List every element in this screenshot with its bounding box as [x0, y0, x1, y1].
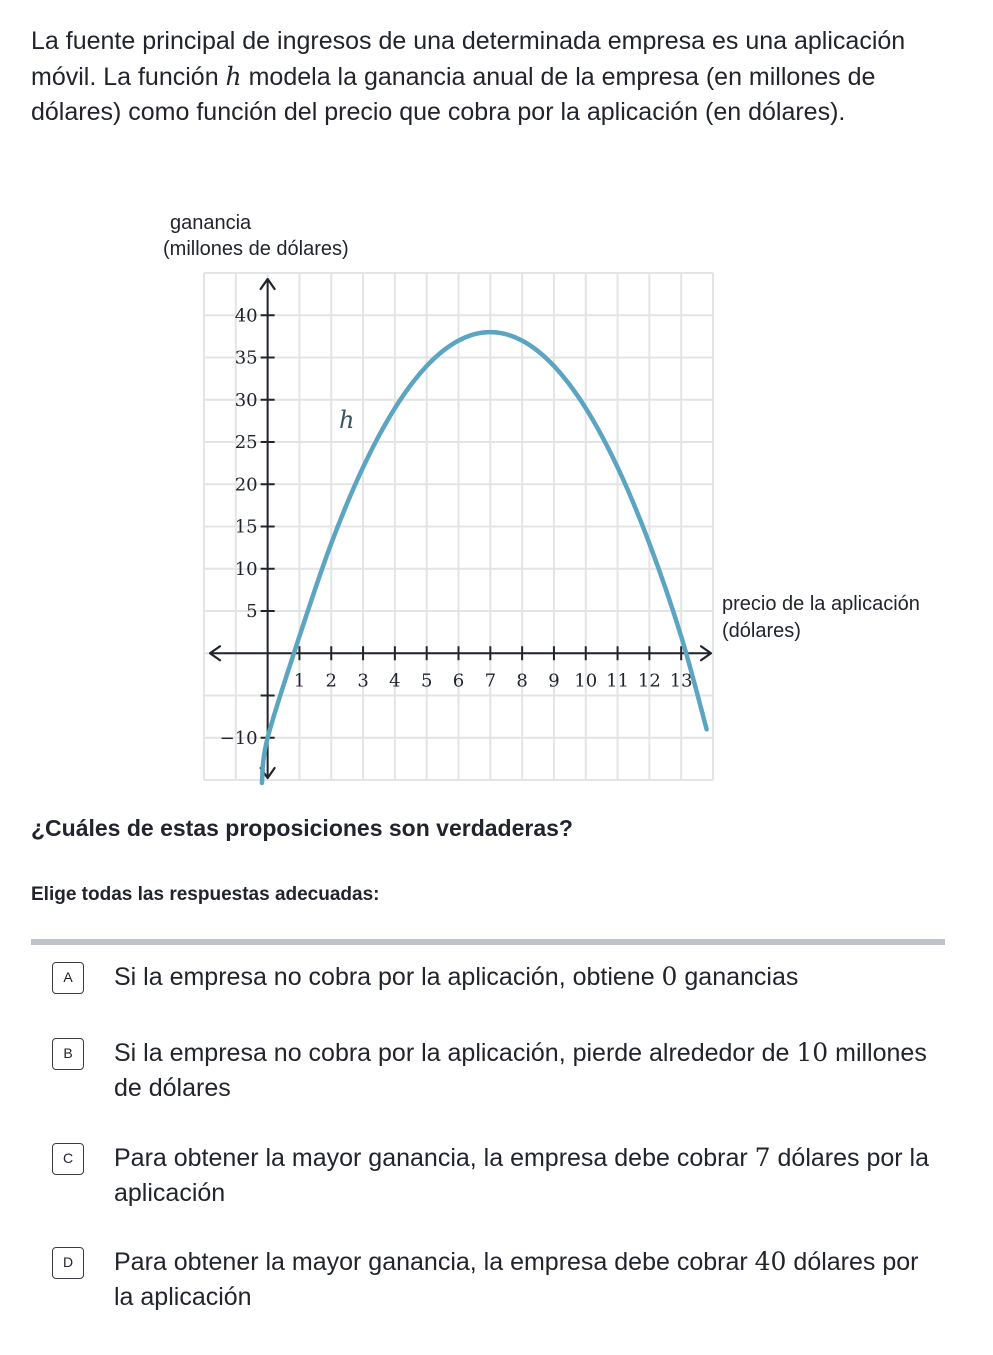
x-axis-title-line1: precio de la aplicación	[722, 593, 920, 615]
y-tick-label: 10	[234, 558, 258, 580]
question: ¿Cuáles de estas proposiciones son verdaderas?	[31, 815, 573, 841]
choice-text: Para obtener la mayor ganancia, la empresa debe cobrar 7 dólares por la aplicación	[114, 1143, 929, 1207]
x-tick-label: 3	[357, 670, 369, 692]
choice-text: Si la empresa no cobra por la aplicación, obtiene 0 ganancias	[114, 962, 799, 991]
x-tick-label: 4	[389, 670, 401, 692]
choice-text: Para obtener la mayor ganancia, la empresa debe cobrar 40 dólares por la aplicación	[114, 1247, 919, 1311]
y-tick-label: −10	[219, 727, 258, 749]
x-tick-label: 1	[293, 670, 306, 692]
y-tick-label: 30	[234, 389, 258, 411]
y-tick-label: 15	[234, 516, 258, 538]
chart-grid	[204, 273, 713, 780]
x-tick-label: 9	[548, 670, 560, 692]
x-tick-label: 13	[669, 670, 693, 692]
x-tick-label: 12	[637, 670, 661, 692]
divider	[31, 939, 945, 945]
x-tick-label: 8	[516, 670, 528, 692]
profit-chart	[0, 200, 993, 790]
x-tick-label: 2	[325, 670, 337, 692]
function-variable: h	[225, 62, 242, 91]
y-tick-label: 20	[234, 474, 258, 496]
choice-letter-badge: C	[52, 1143, 84, 1175]
choice-letter-badge: A	[52, 962, 84, 994]
y-axis-title-line1: ganancia	[170, 212, 252, 234]
x-tick-label: 7	[484, 670, 497, 692]
x-tick-label: 6	[452, 670, 465, 692]
series-h-label: h	[339, 406, 355, 434]
intro-part2: modela la ganancia anual de la empresa (en millones de dólares) como función del precio que cobra por la aplicación (en dólares).	[31, 63, 876, 126]
y-tick-label: 40	[234, 305, 258, 327]
choice-letter-badge: B	[52, 1038, 84, 1070]
choice-text: Si la empresa no cobra por la aplicación, pierde alrededor de 10 millones de dólares	[114, 1038, 927, 1102]
intro-part1: La fuente principal de ingresos de una determinada empresa es una aplicación móvil. La función	[31, 27, 906, 91]
problem-statement	[31, 24, 961, 130]
instruction: Elige todas las respuestas adecuadas:	[31, 884, 380, 905]
x-axis-title-line2: (dólares)	[722, 620, 801, 642]
x-tick-label: 10	[574, 670, 598, 692]
y-tick-label: 25	[234, 432, 258, 453]
x-tick-label: 11	[606, 670, 630, 692]
y-tick-label: 5	[246, 601, 258, 622]
choice-letter-badge: D	[52, 1247, 84, 1279]
chart-axes	[210, 279, 711, 778]
y-tick-label: 35	[234, 347, 258, 369]
y-axis-title-line2: (millones de dólares)	[163, 238, 349, 260]
x-tick-label: 5	[420, 670, 433, 692]
